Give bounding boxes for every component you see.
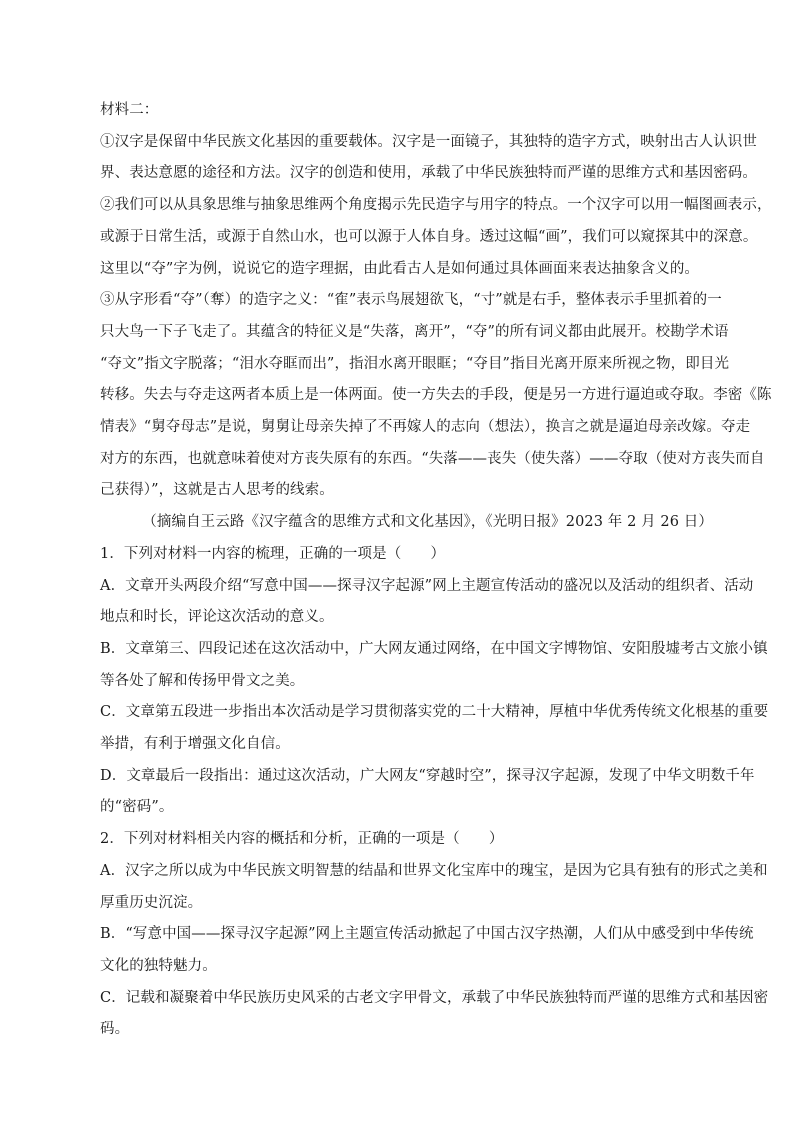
question-2-option-b: B．“写意中国——探寻汉字起源”网上主题宣传活动掀起了中国古汉字热潮，人们从中感受到中华传统 xyxy=(100,926,754,943)
question-2-option-a: A．汉字之所以成为中华民族文明智慧的结晶和世界文化宝库中的瑰宝，是因为它具有独有的形式之美和 xyxy=(100,862,768,879)
paragraph-2-line: ②我们可以从具象思维与抽象思维两个角度揭示先民造字与用字的特点。一个汉字可以用一幅图画表示， xyxy=(100,197,772,214)
question-1-option-c: C．文章第五段进一步指出本次活动是学习贯彻落实党的二十大精神，厚植中华优秀传统文化根基的重要 xyxy=(100,704,769,721)
question-1-option-d: D．文章最后一段指出：通过这次活动，广大网友“穿越时空”，探寻汉字起源，发现了中华文明数千年 xyxy=(100,767,755,784)
paragraph-2-line: 或源于日常生活，或源于自然山水，也可以源于人体自身。透过这幅“画”，我们可以窥探其中的深意。 xyxy=(100,228,758,245)
question-1-option-b: B．文章第三、四段记述在这次活动中，广大网友通过网络，在中国文字博物馆、安阳殷墟考古文旅小镇 xyxy=(100,640,768,657)
paragraph-3-line: 转移。失去与夺走这两者本质上是一体两面。使一方失去的手段，便是另一方进行逼迫或夺取。李密《陈 xyxy=(100,387,772,404)
paragraph-3-line: “夺文”指文字脱落；“泪水夺眶而出”，指泪水离开眼眶；“夺目”指目光离开原来所视之物，即目光 xyxy=(100,355,730,372)
question-1-option-b-cont: 等各处了解和传扬甲骨文之美。 xyxy=(100,672,305,689)
paragraph-3-line: 己获得）”，这就是古人思考的线索。 xyxy=(100,482,334,499)
question-1-title: 1．下列对材料一内容的梳理，正确的一项是（ ） xyxy=(100,545,446,562)
paragraph-3-line: 只大鸟一下子飞走了。其蕴含的特征义是“失落，离开”，“夺”的所有词义都由此展开。校勘学术语 xyxy=(100,323,729,340)
question-2-option-a-cont: 厚重历史沉淀。 xyxy=(100,894,203,911)
paragraph-1-line: ①汉字是保留中华民族文化基因的重要载体。汉字是一面镜子，其独特的造字方式，映射出古人认识世 xyxy=(100,133,757,150)
document-page xyxy=(100,95,772,1046)
question-1-option-c-cont: 举措，有利于增强文化自信。 xyxy=(100,736,290,753)
paragraph-2-line: 这里以“夺”字为例，说说它的造字理据，由此看古人是如何通过具体画面来表达抽象含义的。 xyxy=(100,260,700,277)
paragraph-3-line: 情表》“舅夺母志”是说，舅舅让母亲失掉了不再嫁人的志向（想法），换言之就是逼迫母亲改嫁。夺走 xyxy=(100,419,751,436)
material-heading: 材料二： xyxy=(100,102,159,118)
question-1-option-d-cont: 的“密码”。 xyxy=(100,799,174,816)
paragraph-1-line: 界、表达意愿的途径和方法。汉字的创造和使用，承载了中华民族独特而严谨的思维方式和基因密码。 xyxy=(100,165,757,182)
question-2-option-b-cont: 文化的独特魅力。 xyxy=(100,957,217,974)
question-2-option-c: C．记载和凝聚着中华民族历史风采的古老文字甲骨文，承载了中华民族独特而严谨的思维方式和基因密 xyxy=(100,989,769,1006)
question-2-title: 2．下列对材料相关内容的概括和分析，正确的一项是（ ） xyxy=(100,831,504,848)
paragraph-3-line: 对方的东西，也就意味着使对方丧失原有的东西。“失落——丧失（使失落）——夺取（使对方丧失而自 xyxy=(100,450,765,467)
question-1-option-a-cont: 地点和时长，评论这次活动的意义。 xyxy=(100,609,334,626)
question-2-option-c-cont: 码。 xyxy=(100,1021,130,1038)
source-citation: （摘编自王云路《汉字蕴含的思维方式和文化基因》，《光明日报》2023 年 2 月 26 日） xyxy=(142,514,713,531)
paragraph-3-line: ③从字形看“夺”（奪）的造字之义：“隺”表示鸟展翅欲飞，“寸”就是右手，整体表示手里抓着的一 xyxy=(100,292,722,309)
question-1-option-a: A．文章开头两段介绍“写意中国——探寻汉字起源”网上主题宣传活动的盛况以及活动的组织者、活动 xyxy=(100,577,754,594)
